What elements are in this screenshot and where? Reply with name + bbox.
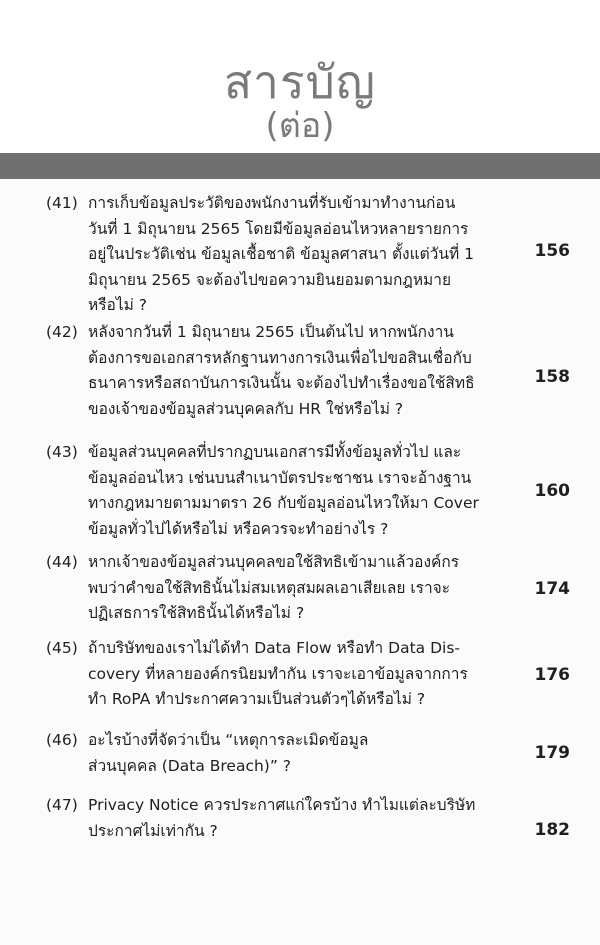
toc-entry-line: ของเจ้าของข้อมูลส่วนบุคคลกับ HR ใช่หรือไม่ ?	[88, 399, 404, 418]
toc-entry-line: ส่วนบุคคล (Data Breach)” ?	[88, 756, 292, 775]
toc-entry-page-number: 182	[534, 820, 570, 840]
toc-entry-number: (46)	[46, 731, 78, 749]
toc-entry-line: ข้อมูลทั่วไปได้หรือไม่ หรือควรจะทำอย่างไร ?	[88, 519, 389, 538]
toc-entry-line: ปฏิเสธการใช้สิทธินั้นได้หรือไม่ ?	[88, 604, 305, 622]
toc-entry-page-number: 176	[534, 665, 570, 685]
toc-entry-line: ข้อมูลอ่อนไหว เช่นบนสำเนาบัตรประชาชน เราจะอ้างฐาน	[88, 468, 472, 487]
toc-entry-page-number: 156	[534, 241, 570, 261]
toc-entry-number: (41)	[46, 194, 78, 212]
toc-entry-text	[46, 636, 528, 713]
toc-entry-number: (43)	[46, 443, 78, 461]
toc-entry-line: พบว่าคำขอใช้สิทธินั้นไม่สมเหตุสมผลเอาเสียเลย เราจะ	[88, 578, 451, 597]
toc-entry-line: ประกาศไม่เท่ากัน ?	[88, 821, 218, 840]
toc-entry-line: หรือไม่ ?	[88, 296, 148, 314]
toc-entry-number: (45)	[46, 639, 78, 657]
toc-entry-page-number: 160	[534, 481, 570, 501]
toc-entry-page-number: 174	[534, 579, 570, 599]
toc-entry-line: ข้อมูลส่วนบุคคลที่ปรากฏบนเอกสารมีทั้งข้อมูลทั่วไป และ	[88, 443, 462, 461]
toc-entry-page-number: 179	[534, 743, 570, 763]
page-subtitle: (ต่อ)	[265, 106, 335, 146]
toc-entry-line: หากเจ้าของข้อมูลส่วนบุคคลขอใช้สิทธิเข้ามาแล้วองค์กร	[88, 553, 460, 571]
toc-entry-line: มิถุนายน 2565 จะต้องไปขอความยินยอมตามกฎหมาย	[88, 270, 452, 289]
toc-entry-line: อยู่ในประวัติเช่น ข้อมูลเชื้อชาติ ข้อมูลศาสนา ตั้งแต่วันที่ 1	[88, 245, 474, 263]
toc-entry-line: ทางกฎหมายตามมาตรา 26 กับข้อมูลอ่อนไหวให้มา Cover	[88, 494, 479, 512]
toc-entry-text	[46, 320, 528, 422]
page-title: สารบัญ	[223, 55, 376, 109]
toc-entry-number: (47)	[46, 796, 78, 814]
toc-entry-text	[46, 440, 528, 542]
toc-entry-number: (44)	[46, 553, 78, 571]
toc-entry-line: การเก็บข้อมูลประวัติของพนักงานที่รับเข้ามาทำงานก่อน	[88, 194, 456, 212]
toc-entry-text	[46, 191, 528, 319]
toc-entry-line: ธนาคารหรือสถาบันการเงินนั้น จะต้องไปทำเรื่องขอใช้สิทธิ	[88, 374, 475, 392]
toc-entry-line: หลังจากวันที่ 1 มิถุนายน 2565 เป็นต้นไป หากพนักงาน	[88, 323, 454, 341]
toc-entry-line: ต้องการขอเอกสารหลักฐานทางการเงินเพื่อไปขอสินเชื่อกับ	[88, 348, 472, 367]
toc-entry-line: covery ที่หลายองค์กรนิยมทำกัน เราจะเอาข้อมูลจากการ	[88, 664, 468, 683]
toc-entry-text	[46, 728, 528, 779]
toc-entry-text	[46, 550, 528, 627]
toc-entry-line: ถ้าบริษัทของเราไม่ได้ทำ Data Flow หรือทำ Data Dis-	[88, 639, 460, 657]
toc-entry-line: Privacy Notice ควรประกาศแก่ใครบ้าง ทำไมแต่ละบริษัท	[88, 796, 476, 814]
toc-entry-number: (42)	[46, 323, 78, 341]
toc-entry-page-number: 158	[534, 367, 570, 387]
toc-entry-line: อะไรบ้างที่จัดว่าเป็น “เหตุการละเมิดข้อมูล	[88, 731, 369, 749]
header-divider-bar	[0, 153, 600, 179]
toc-entry-line: วันที่ 1 มิถุนายน 2565 โดยมีข้อมูลอ่อนไหวหลายรายการ	[88, 219, 469, 238]
toc-entry-line: ทำ RoPA ทำประกาศความเป็นส่วนตัวๆได้หรือไม่ ?	[88, 690, 426, 708]
toc-entry-text	[46, 793, 528, 844]
